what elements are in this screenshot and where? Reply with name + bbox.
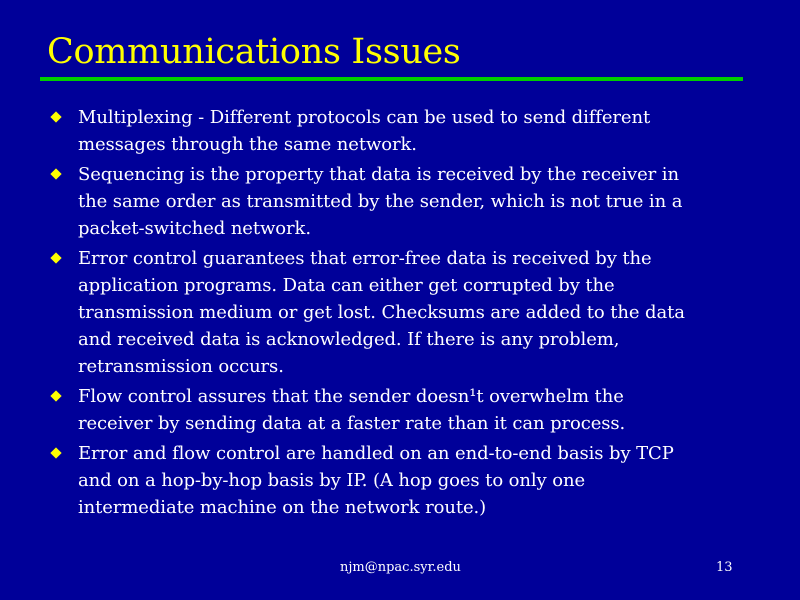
bullet-text: Multiplexing - Different protocols can be used to send different messages through the same network. xyxy=(78,107,651,155)
bullet-item-multiplexing xyxy=(0,104,800,158)
bullet-item-sequencing xyxy=(0,161,800,242)
slide-title: Communications Issues xyxy=(47,32,461,72)
title-underline xyxy=(40,77,743,81)
bullet-text: Sequencing is the property that data is received by the receiver in the same order as transmitted by the sender, which is not true in a packet-switched network. xyxy=(78,164,683,239)
bullet-text: Error and flow control are handled on an end-to-end basis by TCP and on a hop-by-hop basis by IP. (A hop goes to only one intermediate machine on the network route.) xyxy=(78,443,674,518)
diamond-bullet-icon xyxy=(50,168,61,179)
bullet-item-flow-control xyxy=(0,383,800,437)
bullet-item-error-control xyxy=(0,245,800,380)
bullet-list xyxy=(0,104,800,524)
diamond-bullet-icon xyxy=(50,390,61,401)
bullet-text: Error control guarantees that error-free data is received by the application programs. Data can either get corrupted by the transmission medium or get lost. Checksums are added to the data and received data is acknowledged. If there is any problem, retransmission occurs. xyxy=(78,248,685,377)
page-number: 13 xyxy=(716,560,733,575)
diamond-bullet-icon xyxy=(50,111,61,122)
bullet-text: Flow control assures that the sender doesn¹t overwhelm the receiver by sending data at a faster rate than it can process. xyxy=(78,386,626,434)
diamond-bullet-icon xyxy=(50,252,61,263)
bullet-item-tcp-ip xyxy=(0,440,800,521)
diamond-bullet-icon xyxy=(50,447,61,458)
footer-email: njm@npac.syr.edu xyxy=(340,560,461,575)
